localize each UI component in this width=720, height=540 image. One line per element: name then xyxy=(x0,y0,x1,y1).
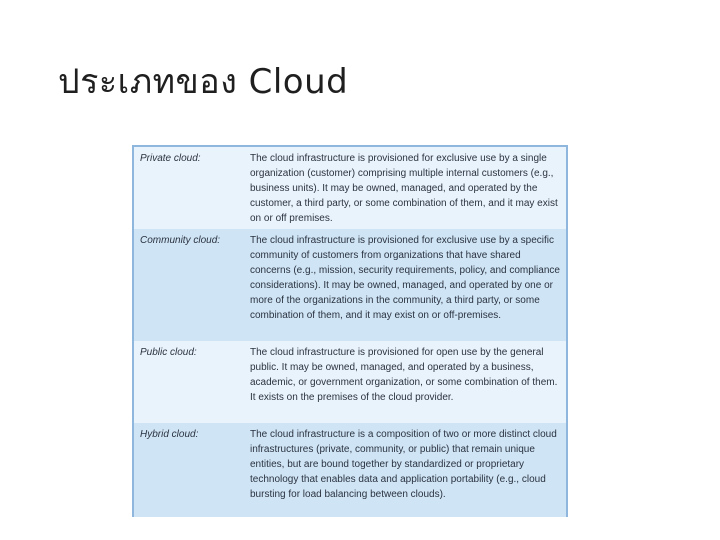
table-row-private-cloud xyxy=(134,147,566,229)
definition-private-cloud: The cloud infrastructure is provisioned for exclusive use by a single organization (customer) comprising multiple internal customers (e.g., business units). It may be owned, managed, and operated by the customer, a third party, or some combination of them, and it may exist on or off premises. xyxy=(250,153,558,224)
definition-public-cloud: The cloud infrastructure is provisioned for open use by the general public. It may be owned, managed, and operated by a business, academic, or government organization, or some combination of them. It exists on the premises of the cloud provider. xyxy=(250,347,558,403)
table-row-public-cloud xyxy=(134,341,566,423)
term-community-cloud: Community cloud: xyxy=(140,235,221,246)
table-row-hybrid-cloud xyxy=(134,423,566,517)
definition-hybrid-cloud: The cloud infrastructure is a composition of two or more distinct cloud infrastructures (private, community, or public) that remain unique entities, but are bound together by standardized or proprietary technology that enables data and application portability (e.g., cloud bursting for load balancing between clouds). xyxy=(250,429,557,500)
definition-community-cloud: The cloud infrastructure is provisioned for exclusive use by a specific community of customers from organizations that have shared concerns (e.g., mission, security requirements, policy, and compliance considerations). It may be owned, managed, and operated by one or more of the organizations in the community, a third party, or some combination of them, and it may exist on or off-premises. xyxy=(250,235,560,321)
term-private-cloud: Private cloud: xyxy=(140,153,201,164)
slide-title: ประเภทของ Cloud xyxy=(58,62,349,102)
cloud-types-table xyxy=(132,145,568,517)
table-row-community-cloud xyxy=(134,229,566,341)
term-hybrid-cloud: Hybrid cloud: xyxy=(140,429,199,440)
term-public-cloud: Public cloud: xyxy=(140,347,197,358)
